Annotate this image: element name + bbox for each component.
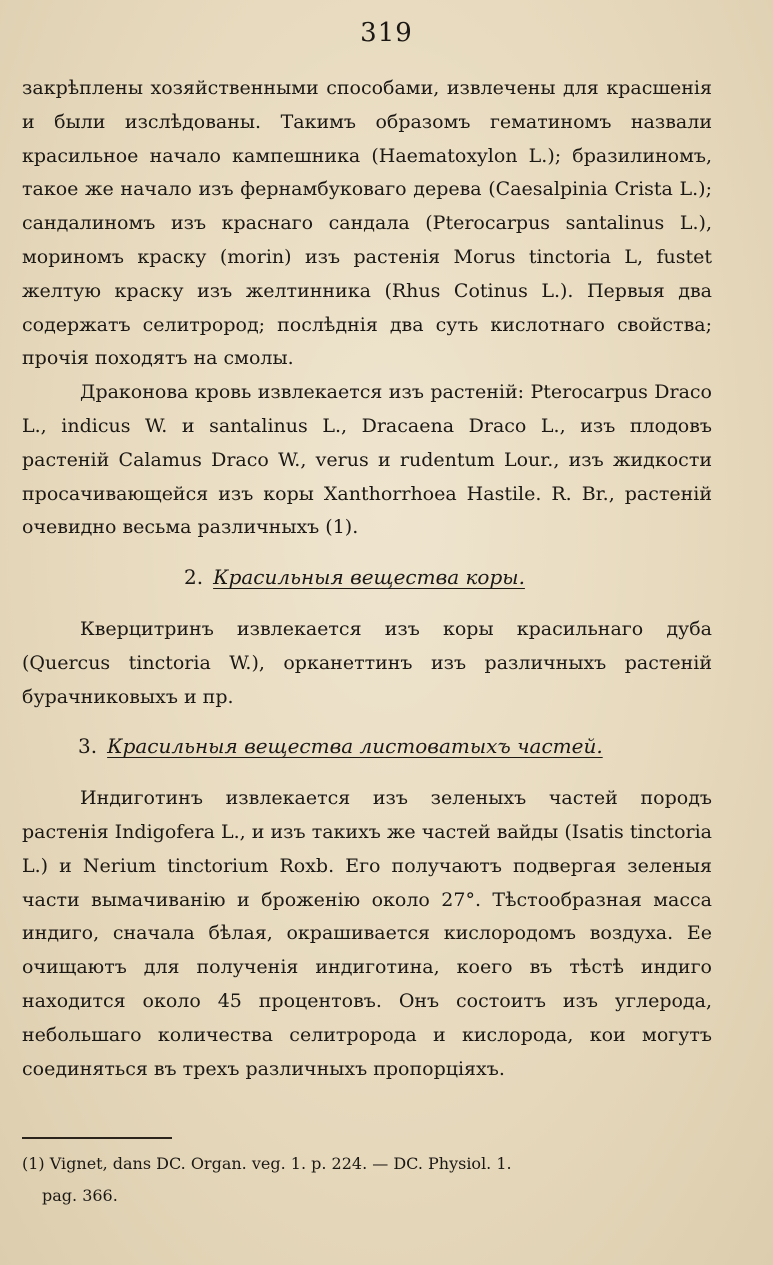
paragraph-1: закрѣплены хозяйственными способами, извлечены для красшенія и были изслѣдованы. Такимъ образомъ гематиномъ назвали красильное начало кампешника (Haematoxylon L.); бразилиномъ, такое же начало изъ фернамбуковаго дерева (Caesalpinia Crista L.); сандалиномъ изъ краснаго сандала (Pterocarpus santalinus L.), мориномъ краску (morin) изъ растенія Morus tinctoria L, fustet желтую краску изъ желтинника (Rhus Cotinus L.). Первыя два содержатъ селитрород; послѣднія два суть кислотнаго свойства; прочія походятъ на смолы. [22,77,712,370]
section-heading-3 [22,730,712,764]
footnote-line-2: pag. 366. [42,1186,118,1205]
footnote-line-1: (1) Vignet, dans DC. Organ. veg. 1. p. 224. — DC. Physiol. 1. [22,1154,512,1173]
footnote-divider [22,1137,172,1139]
section-number-3: 3. [78,734,98,759]
section-number-2: 2. [184,565,204,590]
paragraph-2: Драконова кровь извлекается изъ растеній: Pterocarpus Draco L., indicus W. и santalinus L., Dracaena Draco L., изъ плодовъ растеній Calamus Draco W., verus и rudentum Lour., изъ жидкости просачивающейся изъ коры Xanthorrhoea Hastile. R. Br., растеній очевидно весьма различныхъ (1). [22,381,712,539]
section-heading-2 [22,561,712,595]
section-title-3: Красильныя вещества листоватыхъ частей. [107,734,603,759]
page-number: 319 [360,18,413,48]
body-text [22,72,712,1086]
paragraph-3: Кверцитринъ извлекается изъ коры красильнаго дуба (Quercus tinctoria W.), орканеттинъ изъ различныхъ растеній бурачниковыхъ и пр. [22,617,712,708]
paragraph-4: Индиготинъ извлекается изъ зеленыхъ частей породъ растенія Indigofera L., и изъ такихъ же частей вайды (Isatis tinctoria L.) и Nerium tinctorium Roxb. Его получаютъ подвергая зеленыя части вымачиванію и броженію около 27°. Тѣстообразная масса индиго, сначала бѣлая, окрашивается кислородомъ воздуха. Ее очищаютъ для полученія индиготина, коего въ тѣстѣ индиго находится около 45 процентовъ. Онъ состоитъ изъ углерода, небольшаго количества селитророда и кислорода, кои могутъ соединяться въ трехъ различныхъ пропорціяхъ. [22,787,712,1080]
section-title-2: Красильныя вещества коры. [213,565,525,590]
footnote [22,1148,712,1212]
